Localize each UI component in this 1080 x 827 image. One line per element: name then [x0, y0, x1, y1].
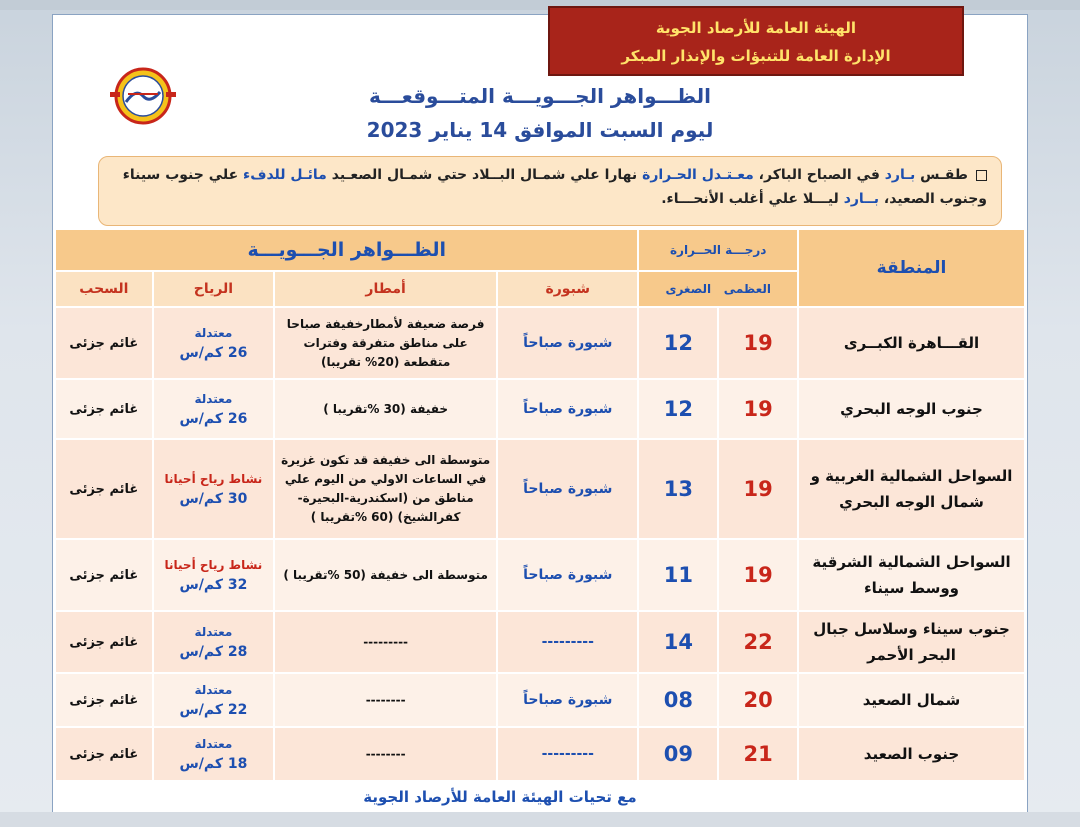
header-temperature: درجـــة الحــرارة	[639, 230, 797, 270]
table-row	[56, 612, 1024, 672]
max-temp-cell: 19	[719, 440, 797, 538]
rain-cell: ---------	[275, 612, 496, 672]
forecast-date: ليوم السبت الموافق 14 يناير 2023	[366, 118, 714, 142]
clouds-cell: غائم جزئى	[56, 674, 152, 726]
wind-cell: معتدلة 28 كم/س	[154, 612, 273, 672]
region-cell: القـــاهرة الكبــرى	[799, 308, 1024, 378]
clouds-cell: غائم جزئى	[56, 540, 152, 610]
org-department: الإدارة العامة للتنبؤات والإنذار المبكر	[621, 47, 891, 65]
rain-cell: متوسطة الى خفيفة (50 %تقريبا )	[275, 540, 496, 610]
header-fog: شبورة	[498, 272, 637, 306]
table-row	[56, 728, 1024, 780]
header-phenomena: الظـــواهر الجـــويـــة	[56, 230, 637, 270]
table-row	[56, 440, 1024, 538]
forecast-table	[54, 228, 1026, 782]
wind-cell: نشاط رياح أحيانا 32 كم/س	[154, 540, 273, 610]
rain-cell: فرصة ضعيفة لأمطارخفيفة صباحا على مناطق متفرقة وفترات متقطعة (20% تقريبا)	[275, 308, 496, 378]
min-temp-cell: 12	[639, 308, 717, 378]
max-temp-cell: 22	[719, 612, 797, 672]
clouds-cell: غائم جزئى	[56, 612, 152, 672]
fog-cell: شبورة صباحاً	[498, 380, 637, 438]
fog-cell: ---------	[498, 612, 637, 672]
wind-cell: معتدلة 26 كم/س	[154, 308, 273, 378]
min-temp-cell: 08	[639, 674, 717, 726]
fog-cell: شبورة صباحاً	[498, 540, 637, 610]
table-row	[56, 380, 1024, 438]
rain-cell: متوسطة الى خفيفة قد تكون غزيرة في الساعات الاولي من اليوم علي مناطق من (اسكندرية-البحيرة-كفرالشيخ) (60 %تقريبا )	[275, 440, 496, 538]
max-temp-cell: 19	[719, 540, 797, 610]
forecast-summary: طقـس بـارد في الصباح الباكر، معـتـدل الحـرارة نهارا علي شمـال البــلاد حتي شمـال الصعـيد مائـل للدفء علي جنوب سيناء وجنوب الصعيد، بــارد ليـــلا علي أغلب الأنحـــاء.	[98, 156, 1002, 226]
fog-cell: شبورة صباحاً	[498, 674, 637, 726]
max-temp-cell: 19	[719, 380, 797, 438]
table-row	[56, 308, 1024, 378]
min-temp-cell: 12	[639, 380, 717, 438]
region-cell: جنوب الوجه البحري	[799, 380, 1024, 438]
org-banner	[548, 6, 964, 76]
header-rain: أمطار	[275, 272, 496, 306]
clouds-cell: غائم جزئى	[56, 440, 152, 538]
region-cell: جنوب الصعيد	[799, 728, 1024, 780]
region-cell: السواحل الشمالية الشرقية ووسط سيناء	[799, 540, 1024, 610]
header-clouds: السحب	[56, 272, 152, 306]
min-temp-cell: 13	[639, 440, 717, 538]
header-region: المنطقة	[799, 230, 1024, 306]
rain-cell: --------	[275, 674, 496, 726]
org-name: الهيئة العامة للأرصاد الجوية	[655, 19, 857, 37]
wind-cell: نشاط رياح أحيانا 30 كم/س	[154, 440, 273, 538]
min-temp-cell: 11	[639, 540, 717, 610]
wind-cell: معتدلة 18 كم/س	[154, 728, 273, 780]
fog-cell: شبورة صباحاً	[498, 308, 637, 378]
region-cell: شمال الصعيد	[799, 674, 1024, 726]
rain-cell: --------	[275, 728, 496, 780]
min-temp-cell: 09	[639, 728, 717, 780]
footer-greeting: مع تحيات الهيئة العامة للأرصاد الجوية	[363, 788, 637, 806]
header-max-min: العظمى الصغرى	[639, 272, 797, 306]
ema-logo-icon	[106, 66, 180, 126]
table-row	[56, 674, 1024, 726]
bottom-band	[0, 812, 1080, 827]
checkbox-bullet-icon	[976, 170, 987, 181]
page-title: الظـــواهر الجـــويـــة المتـــوقعـــة	[369, 84, 711, 108]
clouds-cell: غائم جزئى	[56, 728, 152, 780]
max-temp-cell: 21	[719, 728, 797, 780]
rain-cell: خفيفة (30 %تقريبا )	[275, 380, 496, 438]
fog-cell: ---------	[498, 728, 637, 780]
region-cell: السواحل الشمالية الغربية و شمال الوجه البحري	[799, 440, 1024, 538]
region-cell: جنوب سيناء وسلاسل جبال البحر الأحمر	[799, 612, 1024, 672]
table-row	[56, 540, 1024, 610]
fog-cell: شبورة صباحاً	[498, 440, 637, 538]
wind-cell: معتدلة 26 كم/س	[154, 380, 273, 438]
wind-cell: معتدلة 22 كم/س	[154, 674, 273, 726]
clouds-cell: غائم جزئى	[56, 380, 152, 438]
min-temp-cell: 14	[639, 612, 717, 672]
max-temp-cell: 20	[719, 674, 797, 726]
clouds-cell: غائم جزئى	[56, 308, 152, 378]
header-wind: الرياح	[154, 272, 273, 306]
max-temp-cell: 19	[719, 308, 797, 378]
